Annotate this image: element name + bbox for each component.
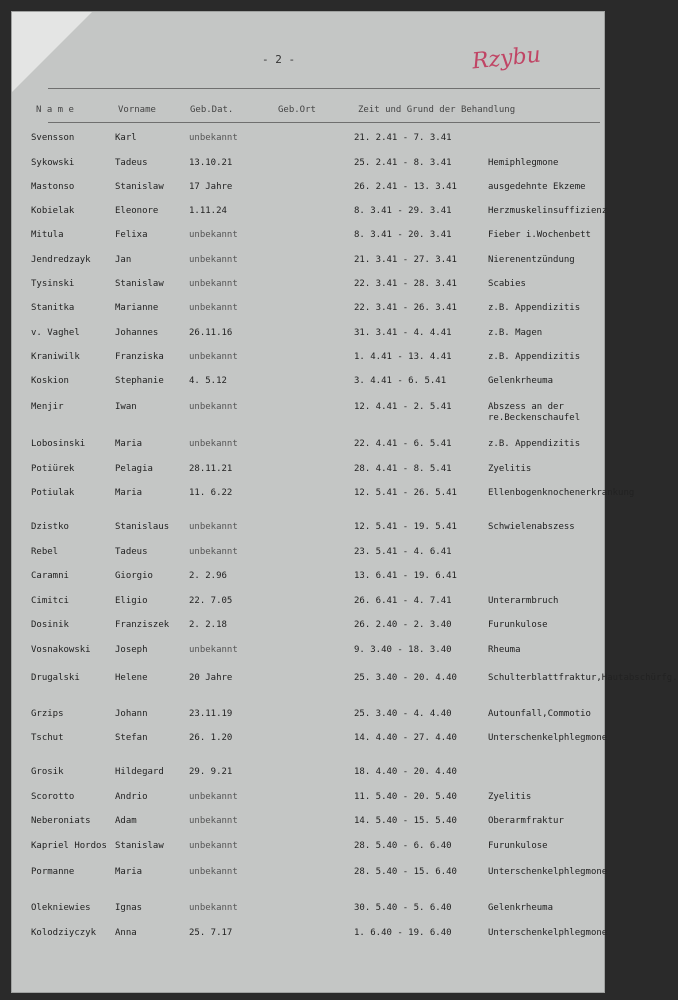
- row-dob: 17 Jahre: [189, 182, 233, 192]
- row-name: Dosinik: [31, 620, 69, 630]
- row-period: 22. 3.41 - 28. 3.41: [354, 279, 457, 289]
- row-period: 21. 3.41 - 27. 3.41: [354, 255, 457, 265]
- row-period: 22. 3.41 - 26. 3.41: [354, 303, 457, 313]
- row-period: 25. 2.41 - 8. 3.41: [354, 158, 452, 168]
- row-dob: unbekannt: [189, 255, 238, 265]
- row-period: 1. 4.41 - 13. 4.41: [354, 352, 452, 362]
- row-first: Karl: [115, 133, 137, 143]
- row-first: Tadeus: [115, 158, 148, 168]
- row-period: 12. 4.41 - 2. 5.41: [354, 402, 452, 412]
- header-period-reason: Zeit und Grund der Behandlung: [358, 105, 516, 115]
- row-name: Kapriel Hordos: [31, 841, 107, 851]
- row-first: Eligio: [115, 596, 148, 606]
- row-name: Jendredzayk: [31, 255, 91, 265]
- row-first: Stanislaus: [115, 522, 170, 532]
- row-name: Lobosinski: [31, 439, 86, 449]
- row-name: Vosnakowski: [31, 645, 91, 655]
- row-reason: Schulterblattfraktur,Hautabschürfg.: [488, 673, 678, 683]
- row-first: Stanislaw: [115, 182, 164, 192]
- row-period: 8. 3.41 - 29. 3.41: [354, 206, 452, 216]
- row-name: Cimitci: [31, 596, 69, 606]
- row-name: Kraniwilk: [31, 352, 80, 362]
- row-period: 13. 6.41 - 19. 6.41: [354, 571, 457, 581]
- row-reason: Nierenentzündung: [488, 255, 575, 265]
- row-dob: 2. 2.18: [189, 620, 227, 630]
- row-dob: unbekannt: [189, 867, 238, 877]
- row-reason: Unterschenkelphlegmone: [488, 928, 608, 938]
- row-reason: Gelenkrheuma: [488, 903, 554, 913]
- row-dob: 20 Jahre: [189, 673, 233, 683]
- row-reason: Scabies: [488, 279, 526, 289]
- row-period: 28. 5.40 - 15. 6.40: [354, 867, 457, 877]
- row-reason: Ellenbogenknochenerkrankung: [488, 488, 635, 498]
- row-period: 21. 2.41 - 7. 3.41: [354, 133, 452, 143]
- row-name: Pormanne: [31, 867, 75, 877]
- row-name: Olekniewies: [31, 903, 91, 913]
- row-period: 12. 5.41 - 19. 5.41: [354, 522, 457, 532]
- row-name: Drugalski: [31, 673, 80, 683]
- row-first: Ignas: [115, 903, 143, 913]
- row-name: Caramni: [31, 571, 69, 581]
- header-rule-bottom: [48, 122, 600, 123]
- row-first: Jan: [115, 255, 132, 265]
- row-reason: z.B. Appendizitis: [488, 303, 581, 313]
- row-period: 12. 5.41 - 26. 5.41: [354, 488, 457, 498]
- row-period: 14. 4.40 - 27. 4.40: [354, 733, 457, 743]
- row-dob: unbekannt: [189, 841, 238, 851]
- row-reason: Unterschenkelphlegmone: [488, 733, 608, 743]
- row-first: Maria: [115, 867, 143, 877]
- row-reason: z.B. Magen: [488, 328, 543, 338]
- row-name: Rebel: [31, 547, 59, 557]
- row-dob: unbekannt: [189, 439, 238, 449]
- row-name: Potiulak: [31, 488, 75, 498]
- row-first: Stefan: [115, 733, 148, 743]
- row-name: Mastonso: [31, 182, 75, 192]
- row-name: Neberoniats: [31, 816, 91, 826]
- row-first: Tadeus: [115, 547, 148, 557]
- row-dob: 25. 7.17: [189, 928, 233, 938]
- row-dob: 1.11.24: [189, 206, 227, 216]
- row-first: Helene: [115, 673, 148, 683]
- row-reason: Hemiphlegmone: [488, 158, 559, 168]
- row-reason: Zyelitis: [488, 792, 532, 802]
- row-period: 3. 4.41 - 6. 5.41: [354, 376, 447, 386]
- row-reason: Fieber i.Wochenbett: [488, 230, 591, 240]
- row-first: Stanislaw: [115, 841, 164, 851]
- row-reason: z.B. Appendizitis: [488, 439, 581, 449]
- row-reason: Gelenkrheuma: [488, 376, 554, 386]
- row-first: Eleonore: [115, 206, 159, 216]
- row-reason: Abszess an der re.Beckenschaufel: [488, 402, 581, 423]
- row-first: Johann: [115, 709, 148, 719]
- row-name: Sykowski: [31, 158, 75, 168]
- row-name: Tschut: [31, 733, 64, 743]
- row-period: 28. 5.40 - 6. 6.40: [354, 841, 452, 851]
- row-first: Felixa: [115, 230, 148, 240]
- row-dob: unbekannt: [189, 303, 238, 313]
- row-period: 26. 6.41 - 4. 7.41: [354, 596, 452, 606]
- row-first: Anna: [115, 928, 137, 938]
- row-dob: unbekannt: [189, 352, 238, 362]
- row-reason: Furunkulose: [488, 620, 548, 630]
- row-name: v. Vaghel: [31, 328, 80, 338]
- row-name: Svensson: [31, 133, 75, 143]
- row-dob: 28.11.21: [189, 464, 233, 474]
- row-reason: Furunkulose: [488, 841, 548, 851]
- row-first: Joseph: [115, 645, 148, 655]
- row-dob: 13.10.21: [189, 158, 233, 168]
- row-period: 22. 4.41 - 6. 5.41: [354, 439, 452, 449]
- row-period: 9. 3.40 - 18. 3.40: [354, 645, 452, 655]
- row-name: Grosik: [31, 767, 64, 777]
- row-reason: Unterarmbruch: [488, 596, 559, 606]
- row-period: 11. 5.40 - 20. 5.40: [354, 792, 457, 802]
- row-period: 8. 3.41 - 20. 3.41: [354, 230, 452, 240]
- row-first: Iwan: [115, 402, 137, 412]
- row-reason: Rheuma: [488, 645, 521, 655]
- row-dob: unbekannt: [189, 230, 238, 240]
- row-first: Pelagia: [115, 464, 153, 474]
- row-first: Marianne: [115, 303, 159, 313]
- header-name: N a m e: [36, 105, 74, 115]
- row-first: Stanislaw: [115, 279, 164, 289]
- row-first: Maria: [115, 439, 143, 449]
- row-name: Kobielak: [31, 206, 75, 216]
- row-period: 30. 5.40 - 5. 6.40: [354, 903, 452, 913]
- row-first: Hildegard: [115, 767, 164, 777]
- row-reason: z.B. Appendizitis: [488, 352, 581, 362]
- row-period: 31. 3.41 - 4. 4.41: [354, 328, 452, 338]
- row-period: 26. 2.41 - 13. 3.41: [354, 182, 457, 192]
- row-first: Johannes: [115, 328, 159, 338]
- row-dob: unbekannt: [189, 522, 238, 532]
- row-first: Maria: [115, 488, 143, 498]
- row-reason: Schwielenabszess: [488, 522, 575, 532]
- row-reason: Oberarmfraktur: [488, 816, 564, 826]
- row-period: 23. 5.41 - 4. 6.41: [354, 547, 452, 557]
- row-period: 25. 3.40 - 4. 4.40: [354, 709, 452, 719]
- row-dob: 26. 1.20: [189, 733, 233, 743]
- header-first-name: Vorname: [118, 105, 156, 115]
- row-dob: 23.11.19: [189, 709, 233, 719]
- row-first: Franziszek: [115, 620, 170, 630]
- document-page: [11, 11, 678, 993]
- row-dob: 4. 5.12: [189, 376, 227, 386]
- row-name: Potiürek: [31, 464, 75, 474]
- row-dob: unbekannt: [189, 402, 238, 412]
- row-reason: Zyelitis: [488, 464, 532, 474]
- row-name: Grzips: [31, 709, 64, 719]
- row-dob: unbekannt: [189, 133, 238, 143]
- row-first: Franziska: [115, 352, 164, 362]
- handwritten-stamp: Rzybu: [470, 42, 542, 75]
- row-dob: unbekannt: [189, 792, 238, 802]
- row-first: Andrio: [115, 792, 148, 802]
- header-birth-place: Geb.Ort: [278, 105, 316, 115]
- row-dob: unbekannt: [189, 816, 238, 826]
- row-name: Tysinski: [31, 279, 75, 289]
- row-reason: ausgedehnte Ekzeme: [488, 182, 586, 192]
- row-dob: 2. 2.96: [189, 571, 227, 581]
- folded-corner: [12, 12, 92, 92]
- row-dob: 29. 9.21: [189, 767, 233, 777]
- row-reason: Herzmuskelinsuffizienz: [488, 206, 608, 216]
- row-name: Scorotto: [31, 792, 75, 802]
- row-dob: unbekannt: [189, 645, 238, 655]
- row-name: Dzistko: [31, 522, 69, 532]
- header-birth-date: Geb.Dat.: [190, 105, 234, 115]
- row-period: 1. 6.40 - 19. 6.40: [354, 928, 452, 938]
- row-reason: Autounfall,Commotio: [488, 709, 591, 719]
- row-name: Stanitka: [31, 303, 75, 313]
- row-dob: unbekannt: [189, 279, 238, 289]
- row-dob: unbekannt: [189, 903, 238, 913]
- row-name: Koskion: [31, 376, 69, 386]
- row-reason: Unterschenkelphlegmone: [488, 867, 608, 877]
- row-name: Kolodziyczyk: [31, 928, 97, 938]
- row-dob: 11. 6.22: [189, 488, 233, 498]
- row-first: Stephanie: [115, 376, 164, 386]
- row-period: 28. 4.41 - 8. 5.41: [354, 464, 452, 474]
- row-period: 26. 2.40 - 2. 3.40: [354, 620, 452, 630]
- row-dob: unbekannt: [189, 547, 238, 557]
- row-period: 25. 3.40 - 20. 4.40: [354, 673, 457, 683]
- row-first: Adam: [115, 816, 137, 826]
- row-period: 14. 5.40 - 15. 5.40: [354, 816, 457, 826]
- row-dob: 22. 7.05: [189, 596, 233, 606]
- row-dob: 26.11.16: [189, 328, 233, 338]
- row-name: Menjir: [31, 402, 64, 412]
- row-period: 18. 4.40 - 20. 4.40: [354, 767, 457, 777]
- row-first: Giorgio: [115, 571, 153, 581]
- page-number: - 2 -: [262, 53, 296, 66]
- header-rule-top: [48, 88, 600, 89]
- row-name: Mitula: [31, 230, 64, 240]
